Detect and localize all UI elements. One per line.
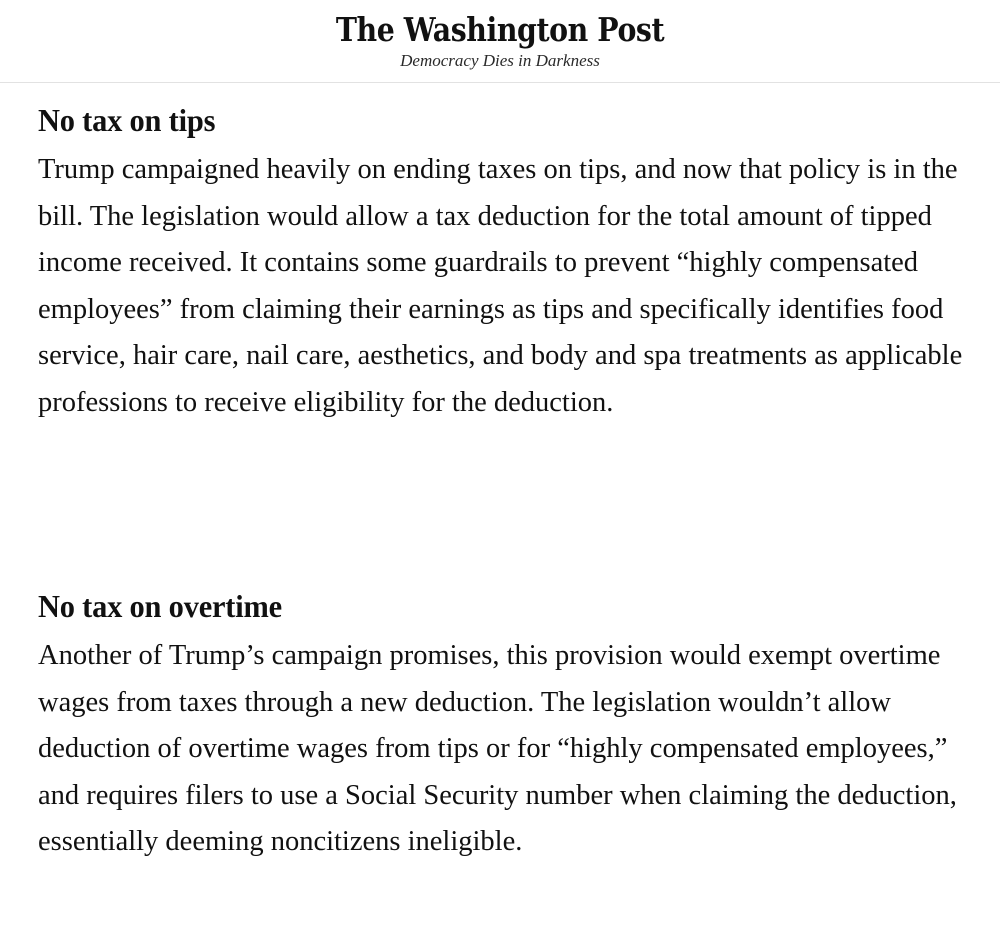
section-paragraph: Another of Trump’s campaign promises, this provision would exempt overtime wages from taxes through a new deduction. The legislation wouldn’t allow deduction of overtime wages from tips or for “highly compensated employees,” and requires filers to use a Social Security number when claiming the deduction, essentially deeming noncitizens ineligible.	[38, 640, 957, 857]
section-heading: No tax on overtime	[38, 588, 282, 624]
section-no-tax-on-overtime	[38, 582, 978, 866]
section-paragraph: Trump campaigned heavily on ending taxes on tips, and now that policy is in the bill. The legislation would allow a tax deduction for the total amount of tipped income received. It contains some guardrails to prevent “highly compensated employees” from claiming their earnings as tips and specifically identifies food service, hair care, nail care, aesthetics, and body and spa treatments as applicable professions to receive eligibility for the deduction.	[38, 154, 963, 418]
article-body	[38, 96, 978, 857]
tagline: Democracy Dies in Darkness	[400, 51, 600, 70]
section-heading: No tax on tips	[38, 102, 216, 138]
section-no-tax-on-tips	[38, 96, 978, 426]
washington-post-logo[interactable]: The Washington Post	[335, 10, 665, 49]
masthead	[0, 0, 1000, 83]
